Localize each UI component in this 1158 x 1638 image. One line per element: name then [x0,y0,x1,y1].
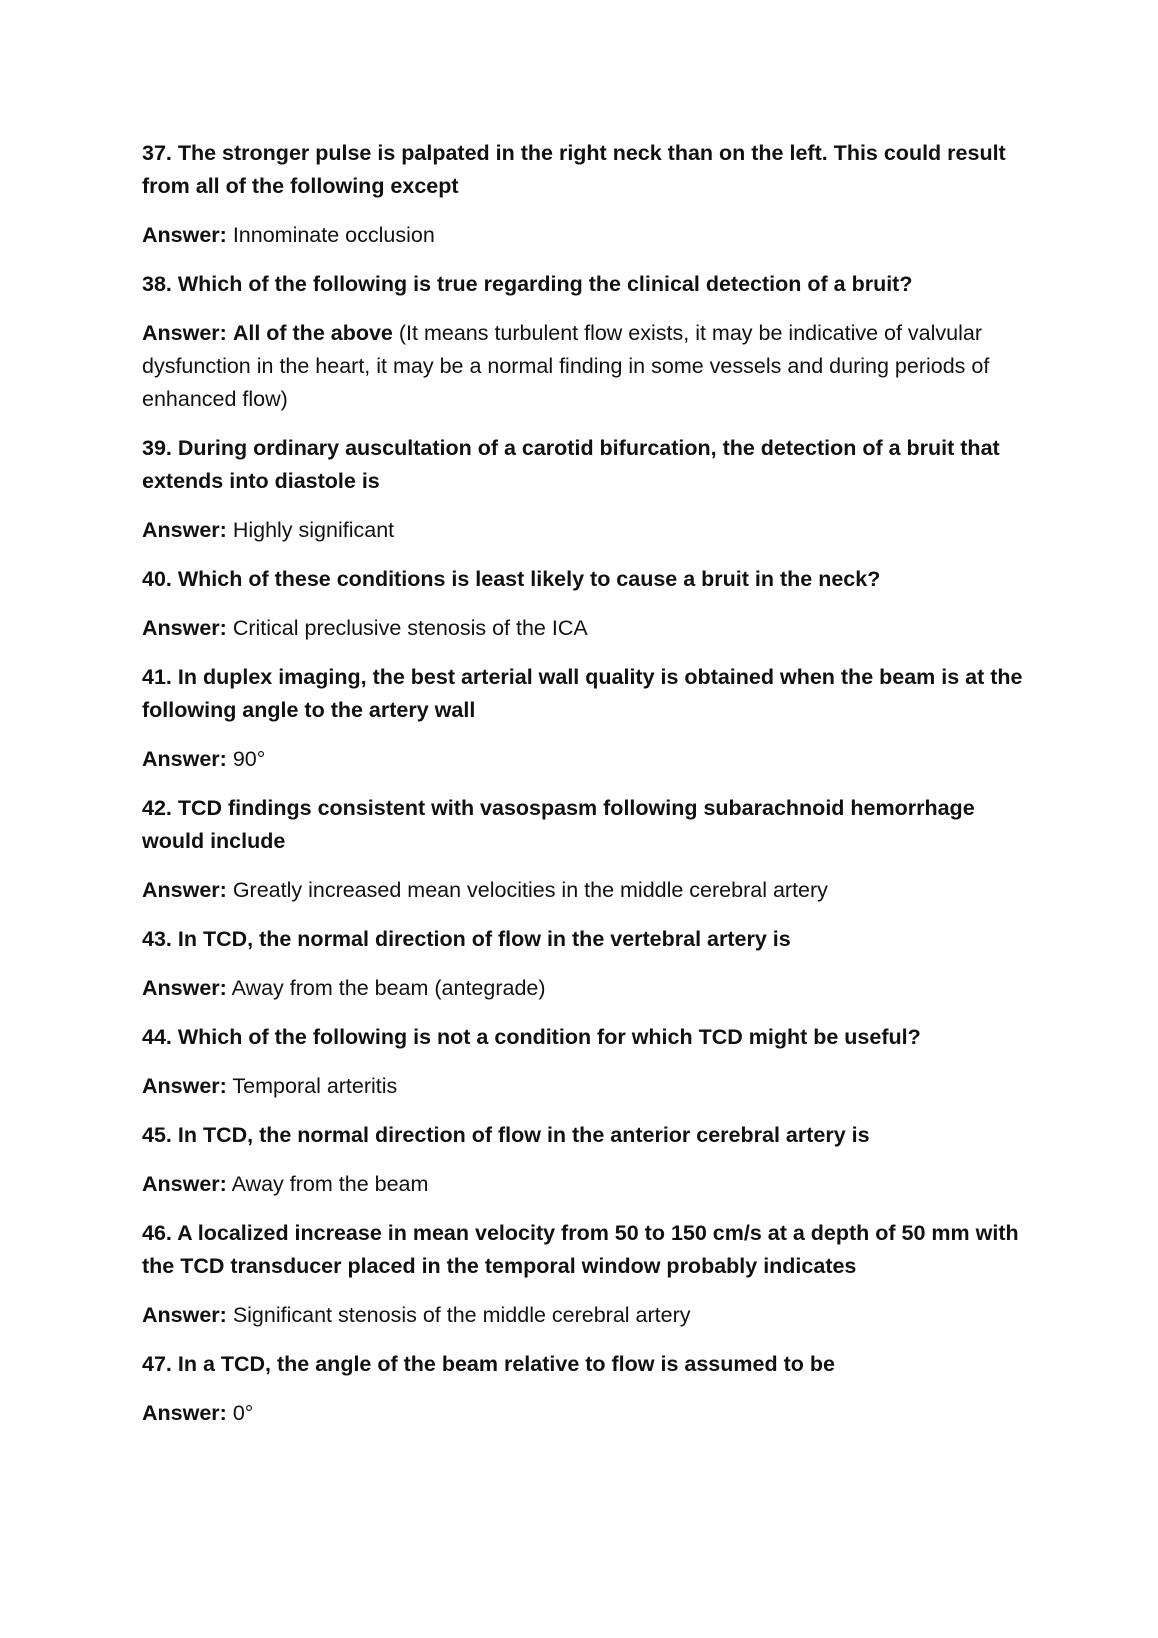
answer-text [142,514,1027,547]
question-text: 44. Which of the following is not a condition for which TCD might be useful? [142,1025,921,1049]
answer-value: (It means turbulent flow exists, it may be indicative of valvular dysfunction in the heart, it may be a normal finding in some vessels and during periods of enhanced flow) [142,321,990,411]
answer-value: Innominate occlusion [232,223,435,247]
qa-item-40 [142,563,1027,645]
answer-label: Answer: [142,1074,227,1098]
answer-value: Away from the beam (antegrade) [231,976,546,1000]
qa-item-45 [142,1119,1027,1201]
answer-value: 90° [232,747,266,771]
answer-label: Answer: [142,1401,227,1425]
answer-text [142,874,1027,907]
answer-value: Away from the beam [231,1172,429,1196]
answer-text [142,1168,1027,1201]
question-text: 40. Which of these conditions is least likely to cause a bruit in the neck? [142,567,881,591]
answer-label: Answer: [142,747,227,771]
question-text: 39. During ordinary auscultation of a carotid bifurcation, the detection of a bruit that extends into diastole is [142,436,1000,493]
answer-label: Answer: [142,1303,227,1327]
answer-label: Answer: [142,878,227,902]
document-page [142,137,1027,1446]
answer-value: Temporal arteritis [232,1074,398,1098]
answer-text [142,1299,1027,1332]
question-text: 45. In TCD, the normal direction of flow in the anterior cerebral artery is [142,1123,870,1147]
qa-item-38 [142,268,1027,416]
answer-value-bold: All of the above [232,321,393,345]
qa-item-42 [142,792,1027,907]
question-text: 43. In TCD, the normal direction of flow in the vertebral artery is [142,927,791,951]
answer-value: Highly significant [232,518,395,542]
answer-value: 0° [232,1401,254,1425]
question-text: 47. In a TCD, the angle of the beam relative to flow is assumed to be [142,1352,835,1376]
question-text: 37. The stronger pulse is palpated in the right neck than on the left. This could result from all of the following except [142,141,1006,198]
answer-value: Critical preclusive stenosis of the ICA [232,616,588,640]
answer-label: Answer: [142,976,227,1000]
qa-item-46 [142,1217,1027,1332]
qa-item-39 [142,432,1027,547]
answer-label: Answer: [142,321,227,345]
qa-item-47 [142,1348,1027,1430]
answer-value: Significant stenosis of the middle cerebral artery [232,1303,691,1327]
question-text: 46. A localized increase in mean velocity from 50 to 150 cm/s at a depth of 50 mm with the TCD transducer placed in the temporal window probably indicates [142,1221,1019,1278]
answer-text [142,1397,1027,1430]
answer-label: Answer: [142,616,227,640]
question-text: 41. In duplex imaging, the best arterial wall quality is obtained when the beam is at the following angle to the artery wall [142,665,1023,722]
answer-text [142,972,1027,1005]
question-text: 42. TCD findings consistent with vasospasm following subarachnoid hemorrhage would include [142,796,975,853]
answer-text [142,612,1027,645]
answer-label: Answer: [142,223,227,247]
answer-text [142,317,1027,416]
qa-item-43 [142,923,1027,1005]
answer-text [142,219,1027,252]
qa-item-37 [142,137,1027,252]
qa-item-44 [142,1021,1027,1103]
answer-label: Answer: [142,518,227,542]
answer-text [142,1070,1027,1103]
answer-value: Greatly increased mean velocities in the middle cerebral artery [232,878,828,902]
answer-label: Answer: [142,1172,227,1196]
answer-text [142,743,1027,776]
qa-item-41 [142,661,1027,776]
question-text: 38. Which of the following is true regarding the clinical detection of a bruit? [142,272,913,296]
